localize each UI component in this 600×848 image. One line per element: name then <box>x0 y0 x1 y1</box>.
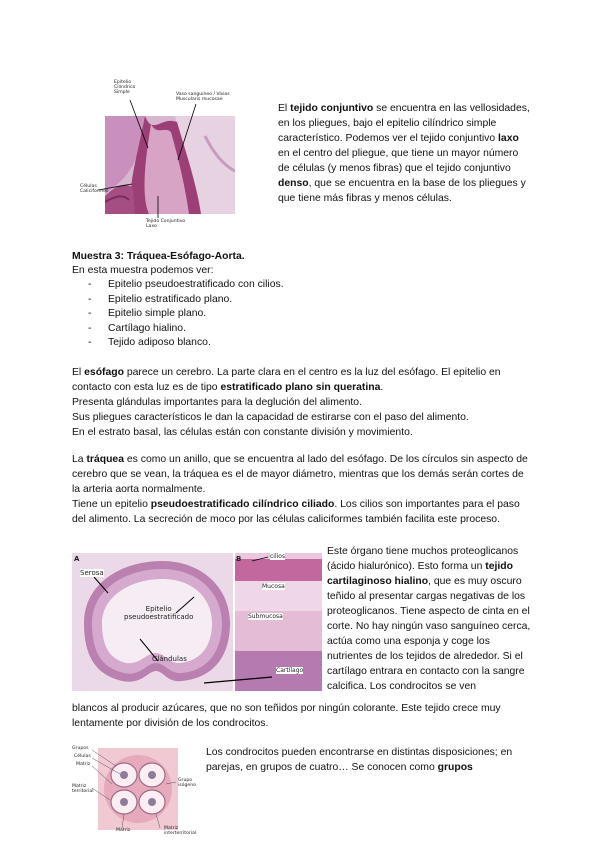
list-item: - Tejido adiposo blanco. <box>88 337 211 349</box>
label-matriz-interterritorial: Matriz interterritorial <box>164 826 197 836</box>
label-vasos: Vaso sanguíneo / Vasos Muscularis mucosae <box>176 92 230 102</box>
list-item: - Epitelio simple plano. <box>88 308 207 320</box>
label-matriz-territorial: Matriz territorial <box>72 784 94 794</box>
trachea-micrograph <box>72 553 322 691</box>
list-item: - Epitelio pseudoestratificado con cilios. <box>88 279 284 290</box>
label-celulas: Células <box>74 754 91 759</box>
paragraph-organo: Este órgano tiene muchos proteoglicanos (ácido hialurónico). Esto forma un tejido cartilaginoso hialino, que es muy oscuro teñido al presentar cargas negativas de los proteoglicanos. Tiene aspecto de cinta en el corte. No hay ningún vaso sanguíneo cerca, actúa como una esponja y coge los nutrientes de los tejidos de alrededor. Si el cartílago entrara en contacto con la sangre calcifica. Los condrocitos se ven <box>327 546 531 692</box>
label-grupos: Grupos <box>72 746 89 751</box>
label-tejido-laxo: Tejido Conjuntivo Laxo <box>146 219 186 229</box>
paragraph-organo-cont: blancos al producir azúcares, que no son teñidos por ningún colorante. Este tejido crece muy lentamente por división de los condrocitos. <box>72 703 501 729</box>
list-item: - Cartílago hialino. <box>88 322 186 334</box>
paragraph-esofago: El esófago parece un cerebro. La parte clara en el centro es la luz del esófago. El epitelio en contacto con esta luz es de tipo estratificado plano sin queratina. Presenta glándulas importantes para la deglución del alimento. Sus pliegues característicos le dan la capacidad de estirarse con el paso del alimento. En el estrato basal, las células están con constante división y movimiento. <box>72 367 501 438</box>
paragraph-traquea: La tráquea es como un anillo, que se encuentra al lado del esófago. De los círculos sin aspecto de cerebro que se vean, la tráquea es el de mayor diámetro, mientras que los demás serán cortes de la arteria aorta normalmente. Tiene un epitelio pseudoestratificado cilíndrico ciliado. Los cilios son importantes para el paso del alimento. La secreción de moco por las células caliciformes también facilita este proceso. <box>72 454 528 525</box>
paragraph-tejido-conjuntivo: El tejido conjuntivo se encuentra en las vellosidades, en los pliegues, bajo el epitelio cilíndrico simple característico. Podemos ver el tejido conjuntivo laxo en el centro del pliegue, que tiene un mayor número de células (y menos fibras) que el tejido conjuntivo denso, que se encuentra en la base de los pliegues y que tiene más fibras y menos células. <box>278 103 530 204</box>
muestra-heading: Muestra 3: Tráquea-Esófago-Aorta. <box>72 251 245 262</box>
chondrocytes-diagram <box>70 744 200 838</box>
label-mucosa: Mucosa <box>262 583 285 590</box>
label-matriz-bottom: Matriz <box>116 828 131 833</box>
label-serosa: Serosa <box>80 569 104 577</box>
label-grupo-isogeno: Grupo isógeno <box>178 778 196 788</box>
label-matriz: Matriz <box>76 762 91 767</box>
label-glandulas: Glándulas <box>152 655 187 663</box>
list-item: - Epitelio estratificado plano. <box>88 293 233 305</box>
label-epitelio-pseudo: Epitelio pseudoestratificado <box>124 605 194 621</box>
fig-a-label: A <box>74 555 80 563</box>
muestra-intro: En esta muestra podemos ver: <box>72 265 214 276</box>
label-epitelio-cilindrico: Epitelio Cilíndrico Simple <box>114 80 136 95</box>
label-celulas-caliciformes: Células Caliciformes <box>80 184 109 194</box>
label-cartilago: Cartílago <box>276 667 304 674</box>
paragraph-condrocitos: Los condrocitos pueden encontrarse en distintas disposiciones; en parejas, en grupos de cuatro… Se conocen como grupos <box>206 747 513 773</box>
fig-b-label: B <box>236 555 242 563</box>
label-submucosa: Submucosa <box>248 613 283 620</box>
muestra-list <box>72 278 532 351</box>
label-cilios: cilios <box>270 553 286 560</box>
